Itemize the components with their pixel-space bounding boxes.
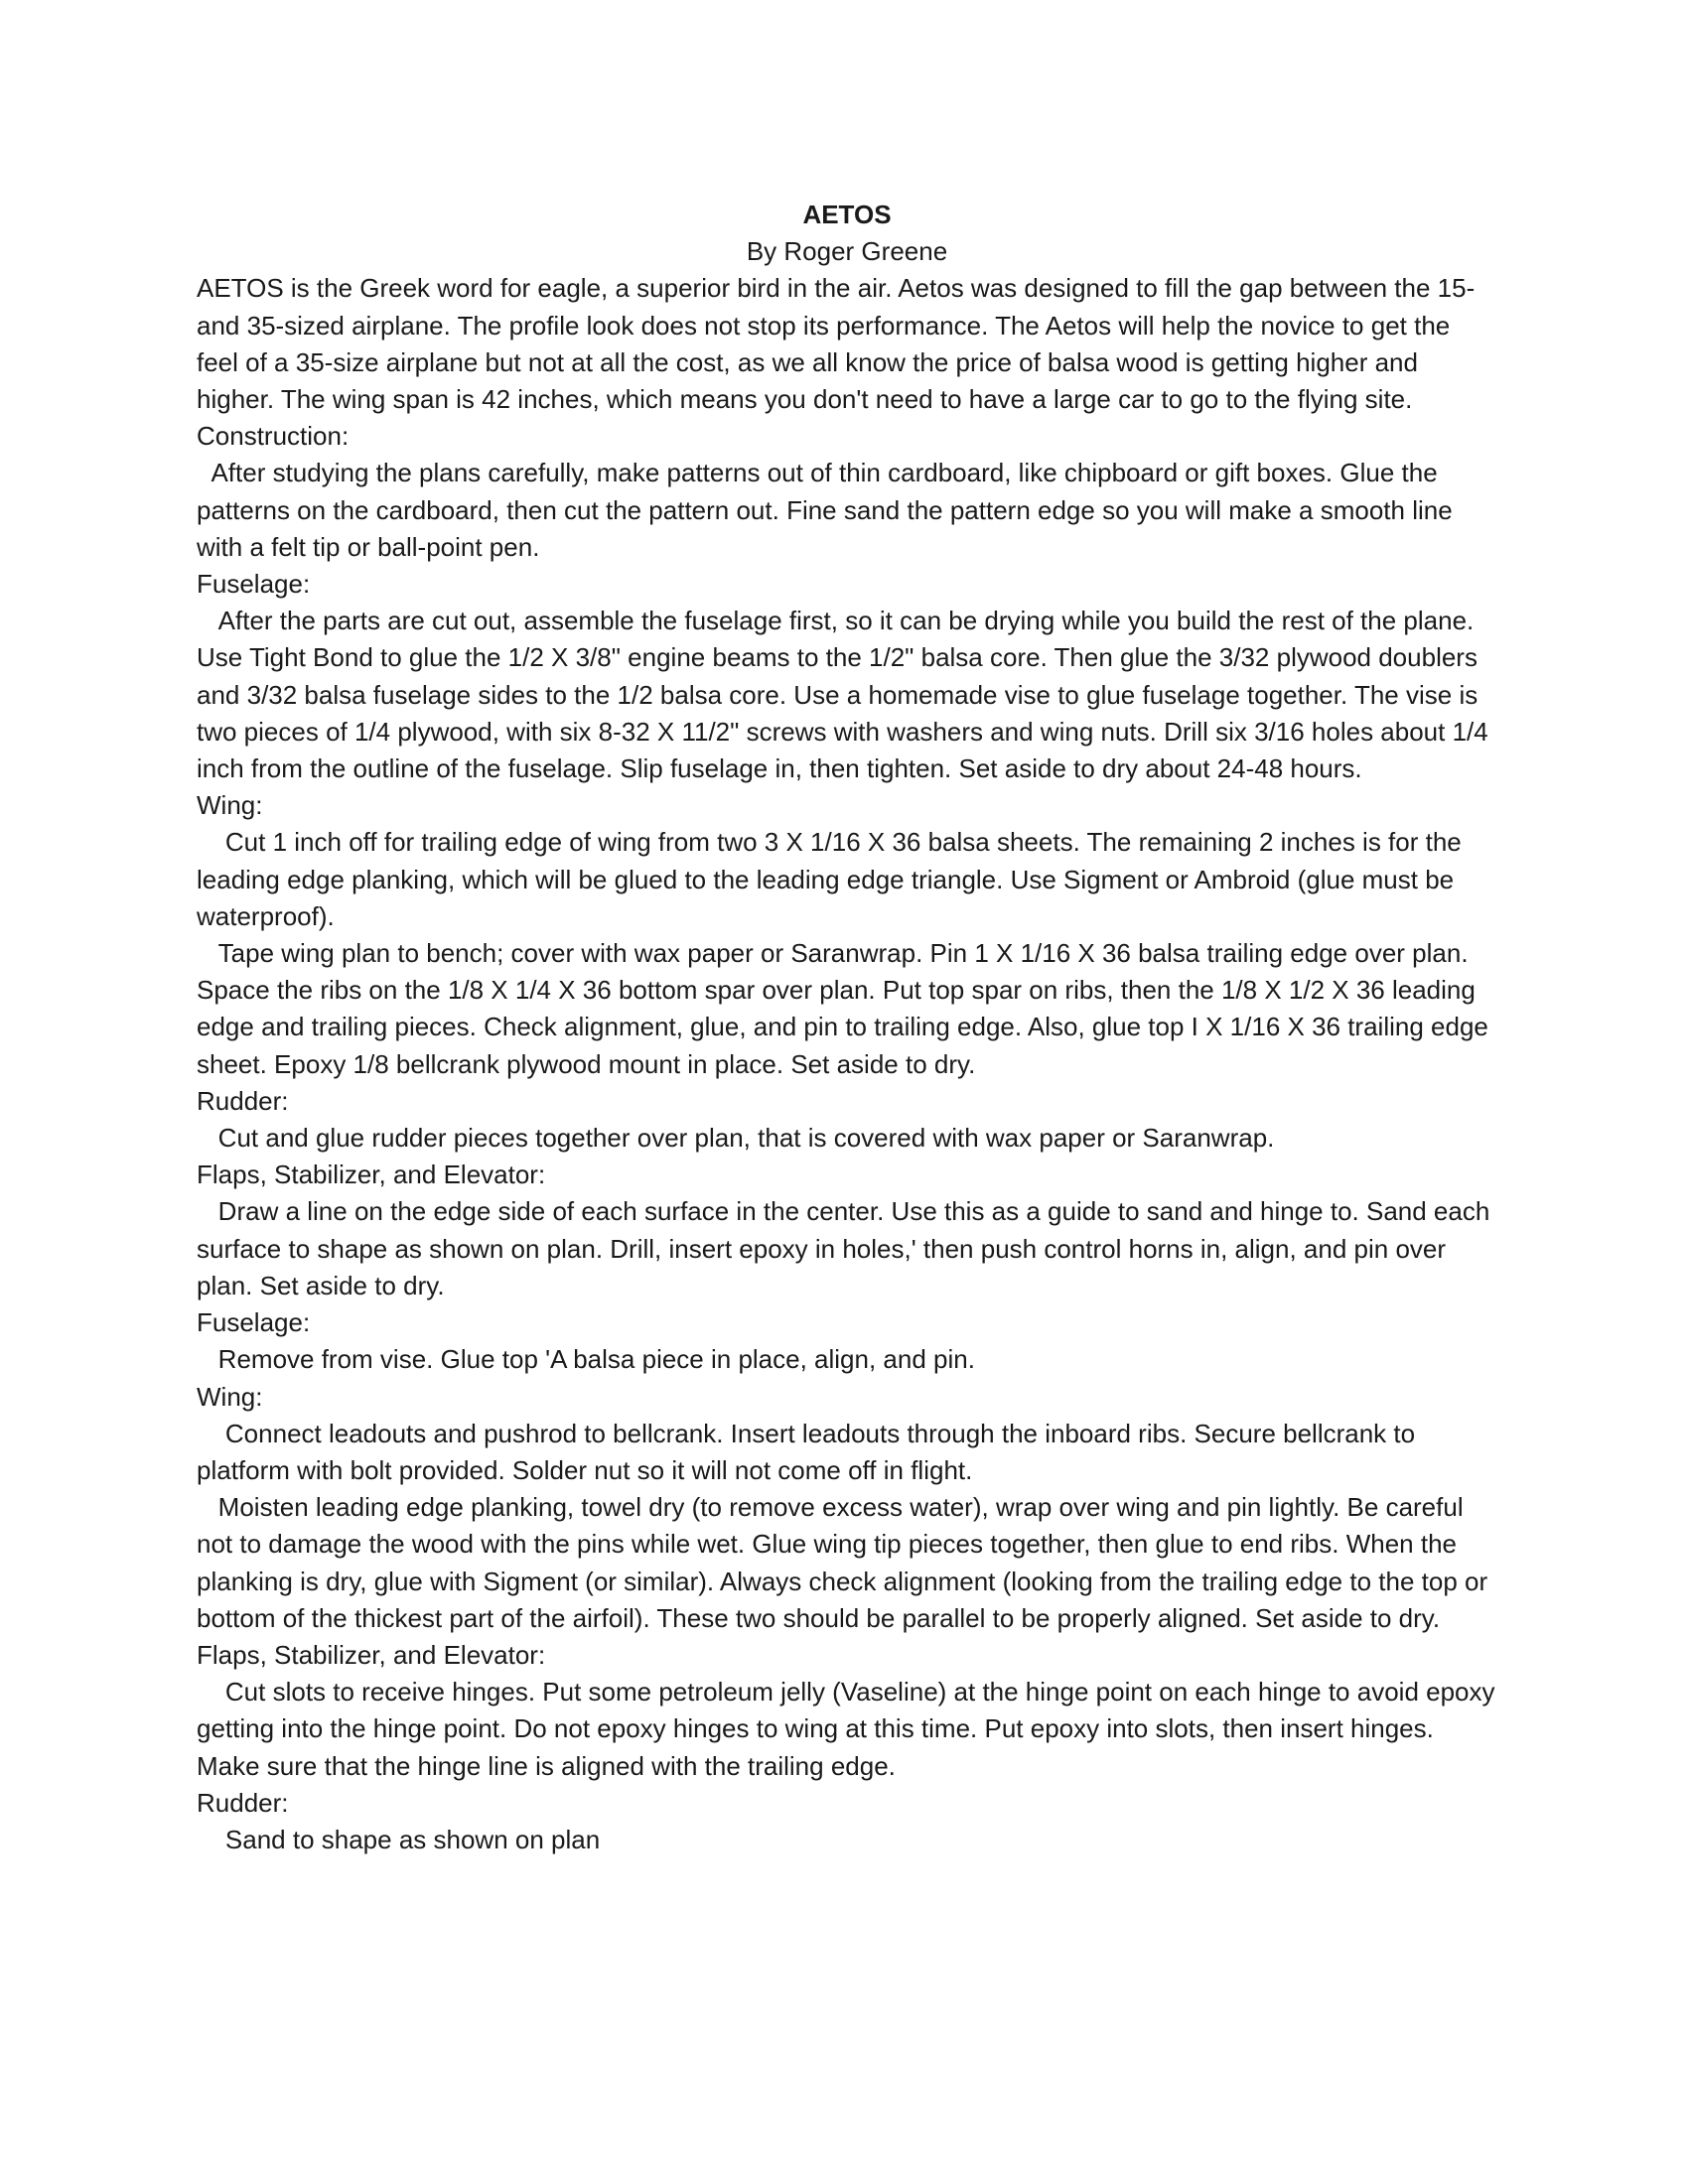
section-heading: Wing: bbox=[197, 790, 263, 821]
body-paragraph: AETOS is the Greek word for eagle, a superior bird in the air. Aetos was designed to fill the gap between the 15- and 35-sized airplane. The profile look does not stop its performance. The Aetos will help the novice to get the feel of a 35-size airplane but not at all the cost, as we all know the price of balsa wood is getting higher and higher. The wing span is 42 inches, which means you don't need to have a large car to go to the flying site. bbox=[197, 273, 1482, 415]
section-heading: Fuselage: bbox=[197, 569, 311, 600]
section-heading: Flaps, Stabilizer, and Elevator: bbox=[197, 1639, 546, 1670]
body-paragraph: Tape wing plan to bench; cover with wax paper or Saranwrap. Pin 1 X 1/16 X 36 balsa trailing edge over plan. Space the ribs on the 1/8 X 1/4 X 36 bottom spar over plan. Put top spar on ribs, then the 1/8 X 1/2 X 36 leading edge and trailing pieces. Check alignment, glue, and pin to trailing edge. Also, glue top I X 1/16 X 36 trailing edge sheet. Epoxy 1/8 bellcrank plywood mount in place. Set aside to dry. bbox=[197, 938, 1496, 1079]
document-title: AETOS bbox=[802, 200, 892, 229]
body-paragraph: Cut and glue rudder pieces together over plan, that is covered with wax paper or Saranwrap. bbox=[197, 1123, 1275, 1154]
body-paragraph: After the parts are cut out, assemble the fuselage first, so it can be drying while you build the rest of the plane. Use Tight Bond to glue the 1/2 X 3/8" engine beams to the 1/2" balsa core. Then glue the 3/32 plywood doublers and 3/32 balsa fuselage sides to the 1/2 balsa core. Use a homemade vise to glue fuselage together. The vise is two pieces of 1/4 plywood, with six 8-32 X 11/2" screws with washers and wing nuts. Drill six 3/16 holes about 1/4 inch from the outline of the fuselage. Slip fuselage in, then tighten. Set aside to dry about 24-48 hours. bbox=[197, 606, 1495, 784]
body-paragraph: Connect leadouts and pushrod to bellcrank. Insert leadouts through the inboard ribs. Secure bellcrank to platform with bolt provided. Solder nut so it will not come off in flight. bbox=[197, 1418, 1423, 1485]
document-page bbox=[197, 197, 1502, 1858]
body-paragraph: Moisten leading edge planking, towel dry (to remove excess water), wrap over wing and pin lightly. Be careful not to damage the wood with the pins while wet. Glue wing tip pieces together, then glue to end ribs. When the planking is dry, glue with Sigment (or similar). Always check alignment (looking from the trailing edge to the top or bottom of the thickest part of the airfoil). These two should be parallel to be properly aligned. Set aside to dry. bbox=[197, 1492, 1495, 1633]
section-heading: Rudder: bbox=[197, 1085, 289, 1116]
section-heading: Rudder: bbox=[197, 1787, 289, 1818]
body-paragraph: Draw a line on the edge side of each surface in the center. Use this as a guide to sand and hinge to. Sand each surface to shape as shown on plan. Drill, insert epoxy in holes,' then push control horns in, align, and pin over plan. Set aside to dry. bbox=[197, 1196, 1497, 1300]
body-paragraph: Cut slots to receive hinges. Put some petroleum jelly (Vaseline) at the hinge point on each hinge to avoid epoxy getting into the hinge point. Do not epoxy hinges to wing at this time. Put epoxy into slots, then insert hinges. Make sure that the hinge line is aligned with the trailing edge. bbox=[197, 1677, 1502, 1781]
document-byline: By Roger Greene bbox=[746, 236, 948, 267]
section-heading: Flaps, Stabilizer, and Elevator: bbox=[197, 1160, 546, 1190]
section-heading: Wing: bbox=[197, 1381, 263, 1412]
section-heading: Fuselage: bbox=[197, 1307, 311, 1338]
body-paragraph: Cut 1 inch off for trailing edge of wing from two 3 X 1/16 X 36 balsa sheets. The remaining 2 inches is for the leading edge planking, which will be glued to the leading edge triangle. Use Sigment or Ambroid (glue must be waterproof). bbox=[197, 827, 1469, 931]
section-heading: Construction: bbox=[197, 421, 350, 452]
document-body bbox=[197, 270, 1502, 1858]
body-paragraph: Sand to shape as shown on plan bbox=[197, 1824, 601, 1854]
body-paragraph: After studying the plans carefully, make patterns out of thin cardboard, like chipboard or gift boxes. Glue the patterns on the cardboard, then cut the pattern out. Fine sand the pattern edge so you will make a smooth line with a felt tip or ball-point pen. bbox=[197, 458, 1460, 562]
body-paragraph: Remove from vise. Glue top 'A balsa piece in place, align, and pin. bbox=[197, 1344, 975, 1375]
